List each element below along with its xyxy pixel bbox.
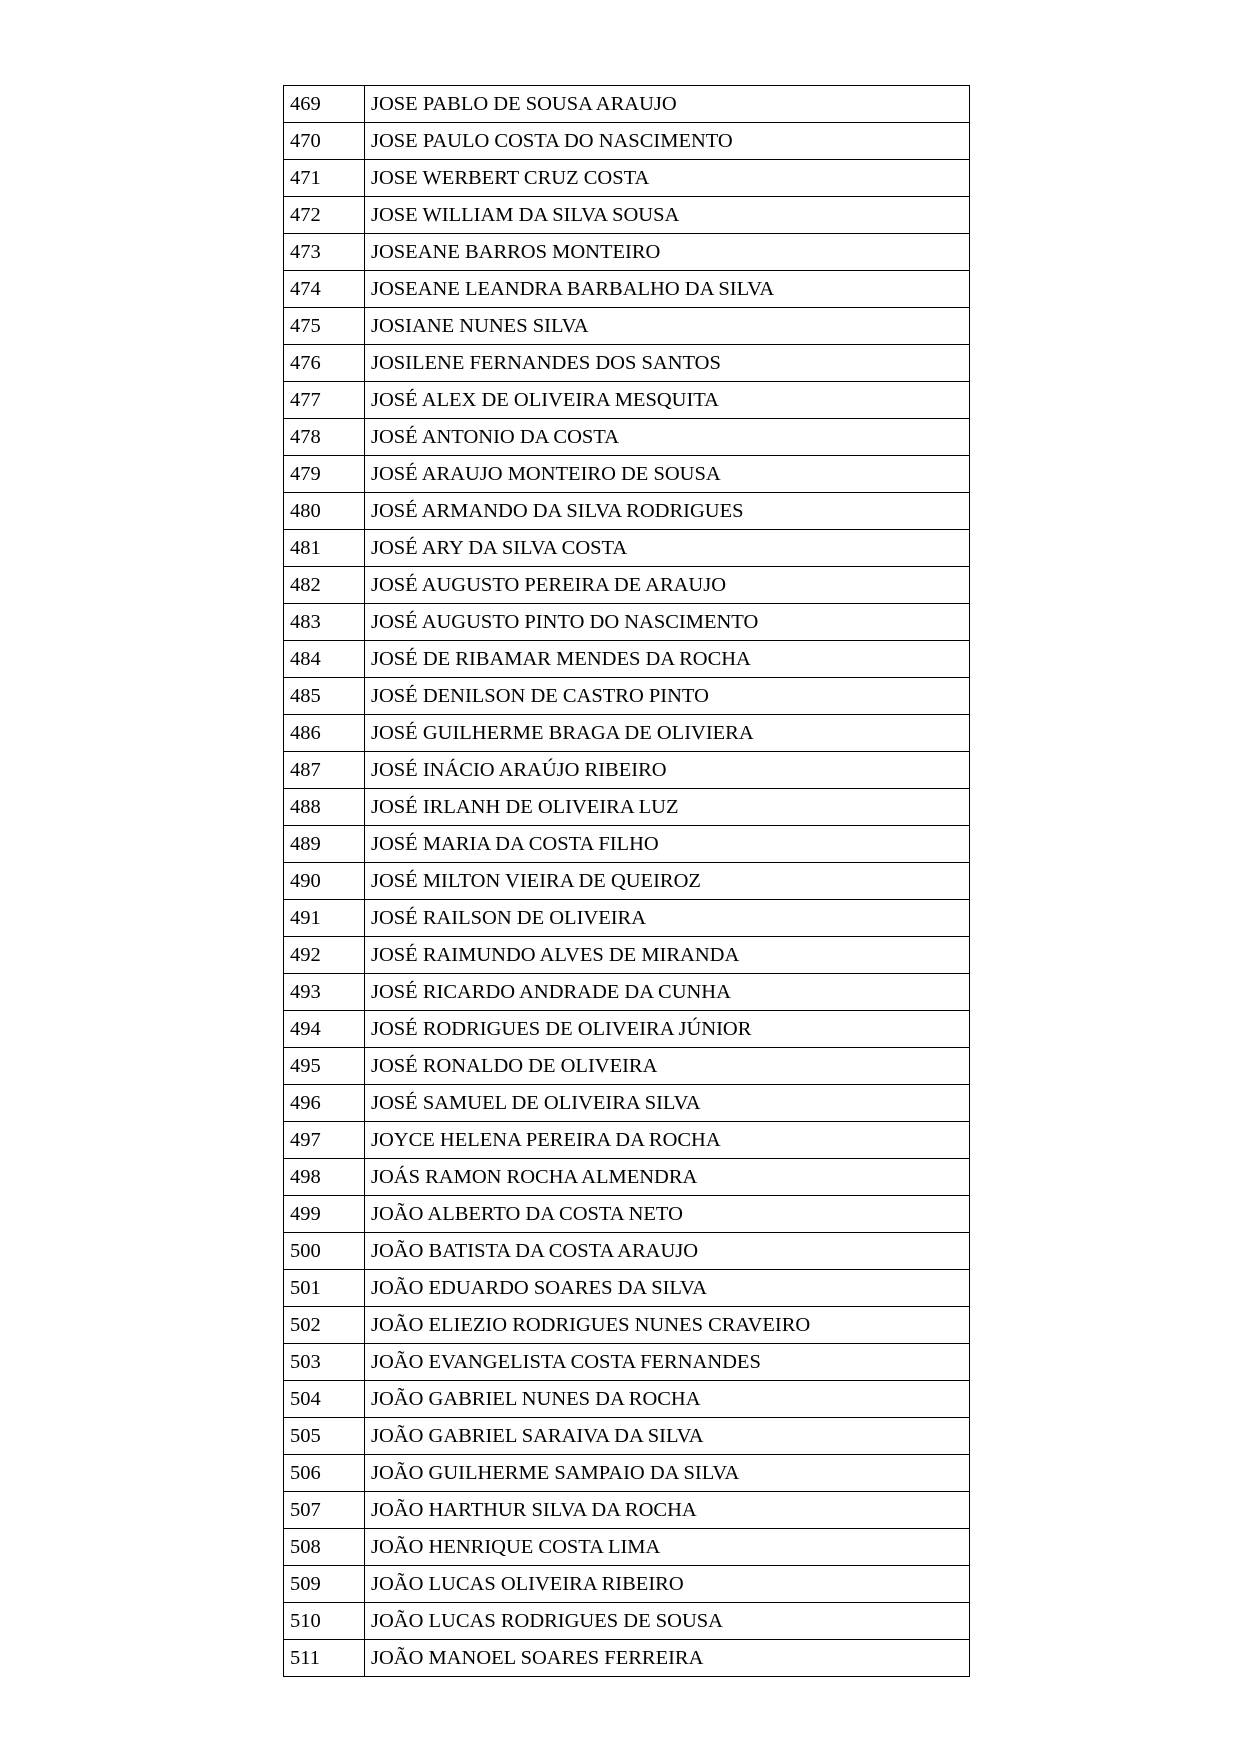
table-row (284, 1492, 970, 1529)
row-number-cell: 489 (284, 826, 365, 863)
row-name-cell: JOÃO GUILHERME SAMPAIO DA SILVA (365, 1455, 970, 1492)
table-row (284, 715, 970, 752)
table-row (284, 234, 970, 271)
row-name-cell: JOSÉ INÁCIO ARAÚJO RIBEIRO (365, 752, 970, 789)
table-row (284, 1159, 970, 1196)
table-row (284, 345, 970, 382)
row-name-cell: JOSÉ ALEX DE OLIVEIRA MESQUITA (365, 382, 970, 419)
row-name-cell: JOSÉ ARY DA SILVA COSTA (365, 530, 970, 567)
row-name-cell: JOSÉ AUGUSTO PINTO DO NASCIMENTO (365, 604, 970, 641)
table-row (284, 863, 970, 900)
table-row (284, 1455, 970, 1492)
row-name-cell: JOSILENE FERNANDES DOS SANTOS (365, 345, 970, 382)
row-number-cell: 495 (284, 1048, 365, 1085)
row-name-cell: JOSEANE BARROS MONTEIRO (365, 234, 970, 271)
table-row (284, 530, 970, 567)
row-name-cell: JOSÉ RONALDO DE OLIVEIRA (365, 1048, 970, 1085)
row-name-cell: JOSÉ MILTON VIEIRA DE QUEIROZ (365, 863, 970, 900)
row-number-cell: 497 (284, 1122, 365, 1159)
row-number-cell: 500 (284, 1233, 365, 1270)
row-name-cell: JOSÉ MARIA DA COSTA FILHO (365, 826, 970, 863)
row-number-cell: 473 (284, 234, 365, 271)
table-row (284, 86, 970, 123)
table-row (284, 1011, 970, 1048)
row-name-cell: JOSE PABLO DE SOUSA ARAUJO (365, 86, 970, 123)
row-number-cell: 499 (284, 1196, 365, 1233)
table-row (284, 308, 970, 345)
row-number-cell: 501 (284, 1270, 365, 1307)
row-number-cell: 504 (284, 1381, 365, 1418)
table-row (284, 752, 970, 789)
name-list-table (283, 85, 970, 1677)
row-name-cell: JOSÉ RODRIGUES DE OLIVEIRA JÚNIOR (365, 1011, 970, 1048)
row-name-cell: JOSÉ DE RIBAMAR MENDES DA ROCHA (365, 641, 970, 678)
table-row (284, 1270, 970, 1307)
table-row (284, 271, 970, 308)
row-name-cell: JOSÉ SAMUEL DE OLIVEIRA SILVA (365, 1085, 970, 1122)
row-number-cell: 508 (284, 1529, 365, 1566)
row-number-cell: 481 (284, 530, 365, 567)
table-row (284, 1122, 970, 1159)
row-name-cell: JOSÉ RAIMUNDO ALVES DE MIRANDA (365, 937, 970, 974)
row-number-cell: 483 (284, 604, 365, 641)
row-name-cell: JOSÉ ARAUJO MONTEIRO DE SOUSA (365, 456, 970, 493)
table-row (284, 789, 970, 826)
row-number-cell: 510 (284, 1603, 365, 1640)
row-name-cell: JOSÉ RICARDO ANDRADE DA CUNHA (365, 974, 970, 1011)
table-row (284, 937, 970, 974)
row-number-cell: 511 (284, 1640, 365, 1677)
table-row (284, 123, 970, 160)
row-number-cell: 492 (284, 937, 365, 974)
table-row (284, 1603, 970, 1640)
row-number-cell: 472 (284, 197, 365, 234)
table-row (284, 160, 970, 197)
table-row (284, 1566, 970, 1603)
row-name-cell: JOÃO ELIEZIO RODRIGUES NUNES CRAVEIRO (365, 1307, 970, 1344)
row-name-cell: JOÃO HARTHUR SILVA DA ROCHA (365, 1492, 970, 1529)
row-name-cell: JOSÉ DENILSON DE CASTRO PINTO (365, 678, 970, 715)
row-name-cell: JOSÉ ANTONIO DA COSTA (365, 419, 970, 456)
row-name-cell: JOÃO ALBERTO DA COSTA NETO (365, 1196, 970, 1233)
table-row (284, 1640, 970, 1677)
table-row (284, 604, 970, 641)
row-name-cell: JOSEANE LEANDRA BARBALHO DA SILVA (365, 271, 970, 308)
table-row (284, 493, 970, 530)
table-row (284, 1048, 970, 1085)
row-number-cell: 507 (284, 1492, 365, 1529)
row-number-cell: 487 (284, 752, 365, 789)
row-name-cell: JOYCE HELENA PEREIRA DA ROCHA (365, 1122, 970, 1159)
row-number-cell: 509 (284, 1566, 365, 1603)
row-number-cell: 480 (284, 493, 365, 530)
table-row (284, 1085, 970, 1122)
row-name-cell: JOSE WILLIAM DA SILVA SOUSA (365, 197, 970, 234)
row-name-cell: JOÃO GABRIEL SARAIVA DA SILVA (365, 1418, 970, 1455)
row-name-cell: JOÃO BATISTA DA COSTA ARAUJO (365, 1233, 970, 1270)
row-number-cell: 486 (284, 715, 365, 752)
table-row (284, 1381, 970, 1418)
row-name-cell: JOÃO GABRIEL NUNES DA ROCHA (365, 1381, 970, 1418)
row-number-cell: 471 (284, 160, 365, 197)
row-name-cell: JOÃO LUCAS RODRIGUES DE SOUSA (365, 1603, 970, 1640)
row-number-cell: 491 (284, 900, 365, 937)
table-row (284, 678, 970, 715)
row-name-cell: JOSE PAULO COSTA DO NASCIMENTO (365, 123, 970, 160)
row-name-cell: JOÃO HENRIQUE COSTA LIMA (365, 1529, 970, 1566)
row-number-cell: 498 (284, 1159, 365, 1196)
row-number-cell: 506 (284, 1455, 365, 1492)
row-name-cell: JOÃO EVANGELISTA COSTA FERNANDES (365, 1344, 970, 1381)
name-list-body (284, 86, 970, 1677)
table-row (284, 567, 970, 604)
row-name-cell: JOSÉ RAILSON DE OLIVEIRA (365, 900, 970, 937)
row-number-cell: 485 (284, 678, 365, 715)
table-row (284, 1307, 970, 1344)
row-name-cell: JOSÉ GUILHERME BRAGA DE OLIVIERA (365, 715, 970, 752)
table-row (284, 1529, 970, 1566)
row-number-cell: 505 (284, 1418, 365, 1455)
row-name-cell: JOSÉ ARMANDO DA SILVA RODRIGUES (365, 493, 970, 530)
table-row (284, 382, 970, 419)
row-number-cell: 503 (284, 1344, 365, 1381)
row-name-cell: JOSÉ IRLANH DE OLIVEIRA LUZ (365, 789, 970, 826)
table-row (284, 1233, 970, 1270)
row-name-cell: JOÁS RAMON ROCHA ALMENDRA (365, 1159, 970, 1196)
row-number-cell: 493 (284, 974, 365, 1011)
row-name-cell: JOÃO LUCAS OLIVEIRA RIBEIRO (365, 1566, 970, 1603)
row-number-cell: 475 (284, 308, 365, 345)
row-number-cell: 479 (284, 456, 365, 493)
row-number-cell: 494 (284, 1011, 365, 1048)
row-number-cell: 474 (284, 271, 365, 308)
table-row (284, 456, 970, 493)
row-number-cell: 488 (284, 789, 365, 826)
table-row (284, 974, 970, 1011)
row-name-cell: JOSE WERBERT CRUZ COSTA (365, 160, 970, 197)
row-number-cell: 476 (284, 345, 365, 382)
row-name-cell: JOSIANE NUNES SILVA (365, 308, 970, 345)
row-number-cell: 484 (284, 641, 365, 678)
row-number-cell: 496 (284, 1085, 365, 1122)
row-name-cell: JOÃO MANOEL SOARES FERREIRA (365, 1640, 970, 1677)
row-number-cell: 482 (284, 567, 365, 604)
table-row (284, 826, 970, 863)
table-row (284, 1344, 970, 1381)
row-number-cell: 490 (284, 863, 365, 900)
table-row (284, 641, 970, 678)
table-row (284, 419, 970, 456)
row-number-cell: 469 (284, 86, 365, 123)
table-row (284, 1196, 970, 1233)
table-row (284, 900, 970, 937)
table-row (284, 1418, 970, 1455)
row-number-cell: 470 (284, 123, 365, 160)
table-row (284, 197, 970, 234)
row-number-cell: 478 (284, 419, 365, 456)
row-name-cell: JOÃO EDUARDO SOARES DA SILVA (365, 1270, 970, 1307)
row-number-cell: 502 (284, 1307, 365, 1344)
row-number-cell: 477 (284, 382, 365, 419)
row-name-cell: JOSÉ AUGUSTO PEREIRA DE ARAUJO (365, 567, 970, 604)
